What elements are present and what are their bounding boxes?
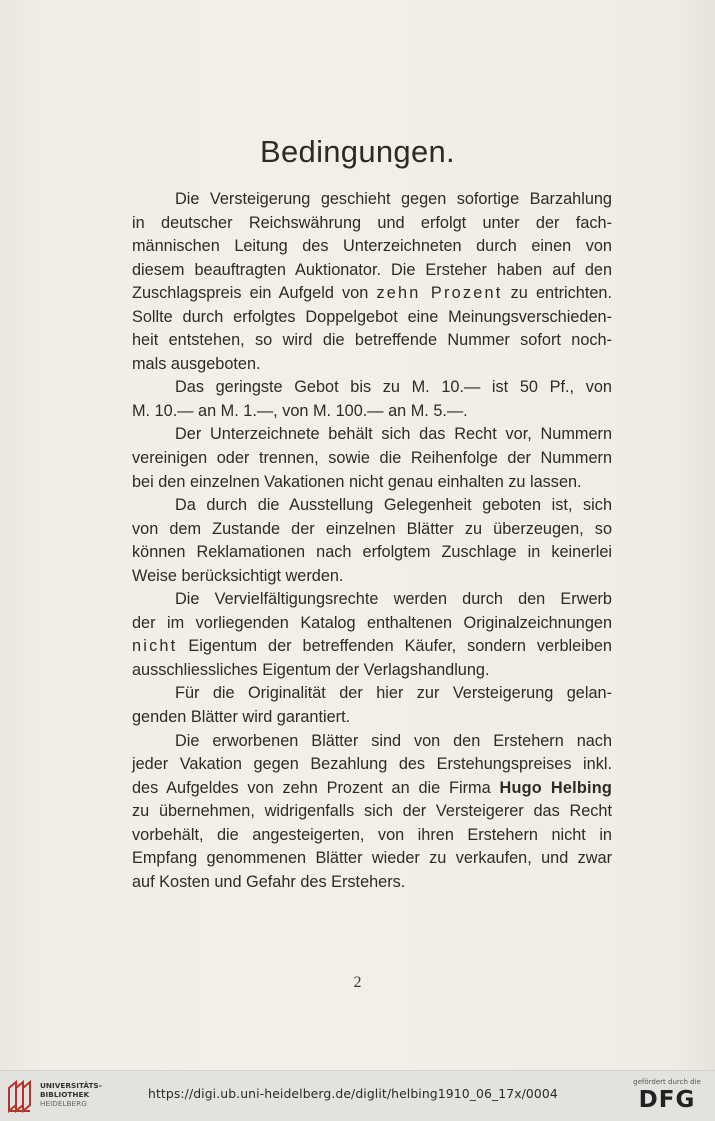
text-line: vorbehält, die angesteigerten, von ihren Erstehern nicht in [132, 825, 612, 844]
text-line: zu übernehmen, widrigenfalls sich der Versteigerer das Recht [132, 802, 612, 821]
text-line: nicht Eigentum der betreffenden Käufer, sondern verbleiben [132, 637, 612, 656]
permalink-url[interactable]: https://digi.ub.uni-heidelberg.de/diglit/helbing1910_06_17x/0004 [148, 1086, 558, 1101]
text-line: Für die Originalität der hier zur Versteigerung gelan- [175, 684, 612, 703]
text-line: Da durch die Ausstellung Gelegenheit geboten ist, sich [175, 496, 612, 515]
funding-note: gefördert durch die [633, 1078, 701, 1086]
text-line: der im vorliegenden Katalog enthaltenen Originalzeichnungen [132, 613, 612, 632]
text-line: jeder Vakation gegen Bezahlung des Erstehungspreises inkl. [132, 755, 612, 774]
page-number: 2 [353, 974, 362, 991]
text-line: heit entstehen, so wird die betreffende Nummer sofort noch- [132, 331, 612, 350]
text-line: ausschliessliches Eigentum der Verlagshandlung. [132, 660, 490, 679]
text-line: Die Versteigerung geschieht gegen sofortige Barzahlung [175, 190, 612, 208]
text-line: Zuschlagspreis ein Aufgeld von zehn Prozent zu entrichten. [132, 284, 612, 303]
text-line: des Aufgeldes von zehn Prozent an die Firma Hugo Helbing [132, 778, 612, 797]
text-line: in deutscher Reichswährung und erfolgt unter der fach- [132, 213, 612, 232]
text-line: bei den einzelnen Vakationen nicht genau einhalten zu lassen. [132, 472, 582, 491]
dfg-logo: DFG [638, 1087, 696, 1113]
text-line: können Reklamationen nach erfolgtem Zuschlage in keinerlei [132, 543, 612, 562]
text-line: auf Kosten und Gefahr des Erstehers. [132, 872, 406, 891]
spaced-emphasis: nicht [132, 637, 178, 656]
company-name: Hugo Helbing [499, 778, 612, 797]
text-line: von dem Zustande der einzelnen Blätter zu überzeugen, so [132, 519, 612, 538]
text-line: Das geringste Gebot bis zu M. 10.— ist 50 Pf., von [175, 378, 612, 397]
text-line: Empfang genommenen Blätter wieder zu verkaufen, und zwar [132, 849, 612, 868]
text-line: Sollte durch erfolgtes Doppelgebot eine Meinungsverschieden- [132, 307, 612, 326]
page-title: Bedingungen. [260, 134, 455, 169]
text-line: Der Unterzeichnete behält sich das Recht vor, Nummern [175, 425, 612, 444]
spaced-emphasis: zehn Prozent [376, 284, 503, 303]
text-line: vereinigen oder trennen, sowie die Reihenfolge der Nummern [132, 449, 612, 468]
text-line: Weise berücksichtigt werden. [132, 566, 344, 585]
text-line: genden Blätter wird garantiert. [132, 708, 351, 727]
text-line: diesem beauftragten Auktionator. Die Ersteher haben auf den [132, 260, 612, 279]
text-line: M. 10.— an M. 1.—, von M. 100.— an M. 5.—. [132, 401, 468, 420]
text-line: mals ausgeboten. [132, 354, 261, 373]
body-text [132, 188, 612, 894]
university-library-logo-icon [6, 1078, 40, 1114]
viewer-footer [0, 1070, 715, 1121]
text-line: Die Vervielfältigungsrechte werden durch den Erwerb [175, 590, 612, 609]
library-name: UNIVERSITÄTS- BIBLIOTHEK HEIDELBERG [40, 1081, 102, 1108]
text-line: männischen Leitung des Unterzeichneten durch einen von [132, 237, 612, 256]
text-line: Die erworbenen Blätter sind von den Erstehern nach [175, 731, 612, 750]
